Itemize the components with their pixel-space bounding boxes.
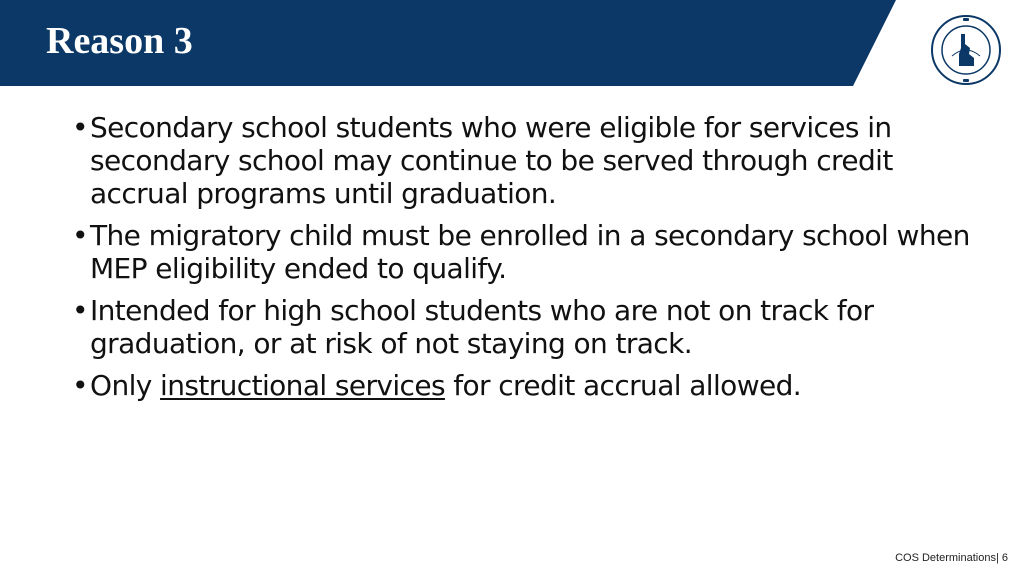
bullet-marker: •: [72, 219, 88, 252]
slide-title: Reason 3: [46, 20, 193, 62]
state-seal-logo: [930, 14, 1002, 86]
bullet-item: [72, 111, 972, 210]
bullet-marker: •: [72, 369, 88, 402]
footer-label: COS Determinations: [895, 552, 996, 564]
bullet-text: Intended for high school students who are not on track for graduation, or at risk of not staying on track.: [90, 294, 874, 360]
bullet-text: The migratory child must be enrolled in a secondary school when MEP eligibility ended to qualify.: [90, 219, 970, 285]
bullet-marker: •: [72, 111, 88, 144]
footer-separator: |: [995, 552, 999, 564]
bullet-text-prefix: Only: [90, 369, 161, 402]
bullet-item: [72, 294, 972, 360]
bullet-list: [72, 111, 972, 411]
footer: [895, 552, 1008, 564]
bullet-text: Secondary school students who were eligible for services in secondary school may continue to be served through credit accrual programs until graduation.: [90, 111, 893, 210]
bullet-marker: •: [72, 294, 88, 327]
underlined-phrase: instructional services: [160, 369, 445, 402]
bullet-text-suffix: for credit accrual allowed.: [444, 369, 802, 402]
bullet-item: [72, 369, 972, 402]
bullet-item: [72, 219, 972, 285]
page-number: 6: [1001, 552, 1008, 564]
